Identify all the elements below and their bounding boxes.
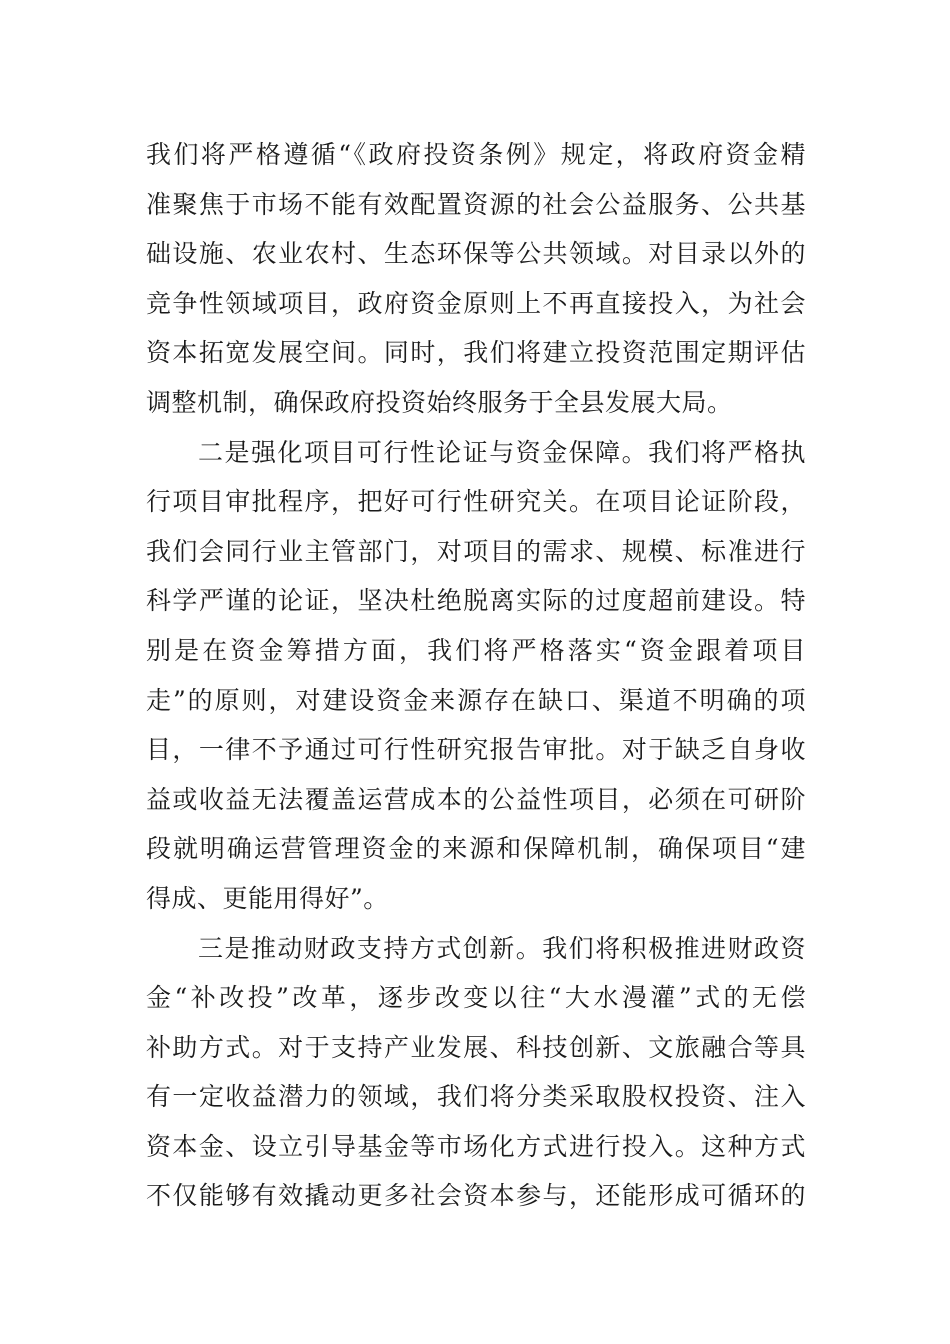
text-line: 我们会同行业主管部门，对项目的需求、规模、标准进行 (146, 536, 806, 566)
text-line: 我们将严格遵循“《政府投资条例》规定，将政府资金精 (146, 140, 806, 169)
paragraph-3 (146, 924, 806, 1222)
text-line: 不仅能够有效撬动更多社会资本参与，还能形成可循环的 (146, 1181, 806, 1211)
text-line: 础设施、农业农村、生态环保等公共领域。对目录以外的 (146, 239, 806, 269)
text-line: 资本金、设立引导基金等市场化方式进行投入。这种方式 (146, 1131, 806, 1161)
text-line: 走”的原则，对建设资金来源存在缺口、渠道不明确的项 (146, 685, 806, 715)
text-line: 竞争性领域项目，政府资金原则上不再直接投入，为社会 (146, 288, 806, 318)
text-line: 补助方式。对于支持产业发展、科技创新、文旅融合等具 (146, 1032, 806, 1062)
text-line: 准聚焦于市场不能有效配置资源的社会公益服务、公共基 (146, 189, 806, 219)
text-line: 三是推动财政支持方式创新。我们将积极推进财政资 (198, 933, 806, 963)
text-line: 科学严谨的论证，坚决杜绝脱离实际的过度超前建设。特 (146, 586, 806, 616)
text-line: 得成、更能用得好”。 (146, 883, 389, 913)
text-line: 二是强化项目可行性论证与资金保障。我们将严格执 (198, 437, 806, 467)
text-line: 段就明确运营管理资金的来源和保障机制，确保项目“建 (146, 834, 806, 864)
text-line: 调整机制，确保政府投资始终服务于全县发展大局。 (146, 387, 733, 417)
paragraph-2 (146, 428, 806, 924)
text-line: 益或收益无法覆盖运营成本的公益性项目，必须在可研阶 (146, 784, 806, 814)
text-line: 资本拓宽发展空间。同时，我们将建立投资范围定期评估 (146, 338, 806, 368)
text-line: 金“补改投”改革，逐步改变以往“大水漫灌”式的无偿 (146, 983, 806, 1013)
text-line: 别是在资金筹措方面，我们将严格落实“资金跟着项目 (146, 635, 806, 665)
text-line: 目，一律不予通过可行性研究报告审批。对于缺乏自身收 (146, 735, 806, 765)
body-text (146, 130, 806, 1221)
paragraph-1 (146, 130, 806, 428)
text-line: 行项目审批程序，把好可行性研究关。在项目论证阶段， (146, 487, 806, 517)
text-line: 有一定收益潜力的领域，我们将分类采取股权投资、注入 (146, 1082, 806, 1112)
